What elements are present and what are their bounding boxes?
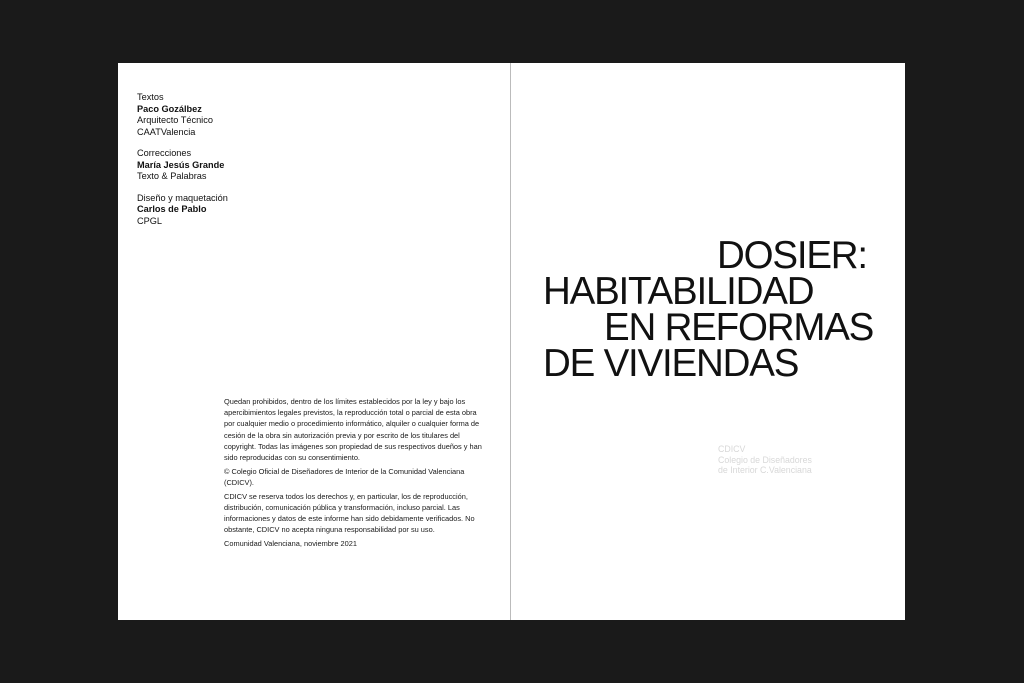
colophon-line: CDICV <box>718 444 746 454</box>
right-page <box>511 63 905 620</box>
publisher-colophon <box>718 444 812 476</box>
credit-role: Diseño y maquetación <box>137 192 228 203</box>
document-title <box>543 234 874 385</box>
title-line: DE VIVIENDAS <box>543 342 799 385</box>
left-page <box>118 63 511 620</box>
credit-detail: CPGL <box>137 215 163 226</box>
credit-texts <box>137 92 228 138</box>
credit-name: Paco Gozálbez <box>137 103 202 114</box>
legal-paragraph: CDICV se reserva todos los derechos y, en particular, los de reproducción, distribución, comunicación pública y transformación, incluso parcial. Las informaciones y datos de este informe han sido debidamente verificados. No obstante, CDICV no acepta ninguna responsabilidad por su uso. <box>224 491 475 535</box>
colophon-line: de Interior C.Valenciana <box>718 465 812 476</box>
legal-notice <box>224 396 482 552</box>
credit-name: Carlos de Pablo <box>137 204 207 214</box>
credit-detail: CAATValencia <box>137 126 196 137</box>
title-line: HABITABILIDAD <box>543 270 814 313</box>
credit-detail: Texto & Palabras <box>137 171 207 181</box>
book-spread <box>118 63 905 620</box>
credit-detail: Arquitecto Técnico <box>137 115 213 125</box>
credit-design <box>137 193 228 228</box>
title-line: EN REFORMAS <box>604 306 874 349</box>
credit-corrections <box>137 148 228 183</box>
credit-role: Correcciones <box>137 148 192 158</box>
publication-date: Comunidad Valenciana, noviembre 2021 <box>224 539 357 549</box>
title-line: DOSIER: <box>717 234 867 277</box>
colophon-line: Colegio de Diseñadores <box>718 454 812 465</box>
credit-role: Textos <box>137 92 164 102</box>
credits <box>137 92 228 237</box>
credit-name: María Jesús Grande <box>137 159 225 170</box>
legal-paragraph: Quedan prohibidos, dentro de los límites establecidos por la ley y bajo los apercibimientos legales previstos, la reproducción total o parcial de esta obra por cualquier medio o procedimiento informático, alquiler o cualquier forma de cesión de la obra sin autorización previa y por escrito de los titulares del copyright. Todas las imágenes son propiedad de sus respectivos dueños y han sido reproducidas con su consentimiento. <box>224 397 482 463</box>
copyright-paragraph: © Colegio Oficial de Diseñadores de Interior de la Comunidad Valenciana (CDICV). <box>224 466 465 488</box>
